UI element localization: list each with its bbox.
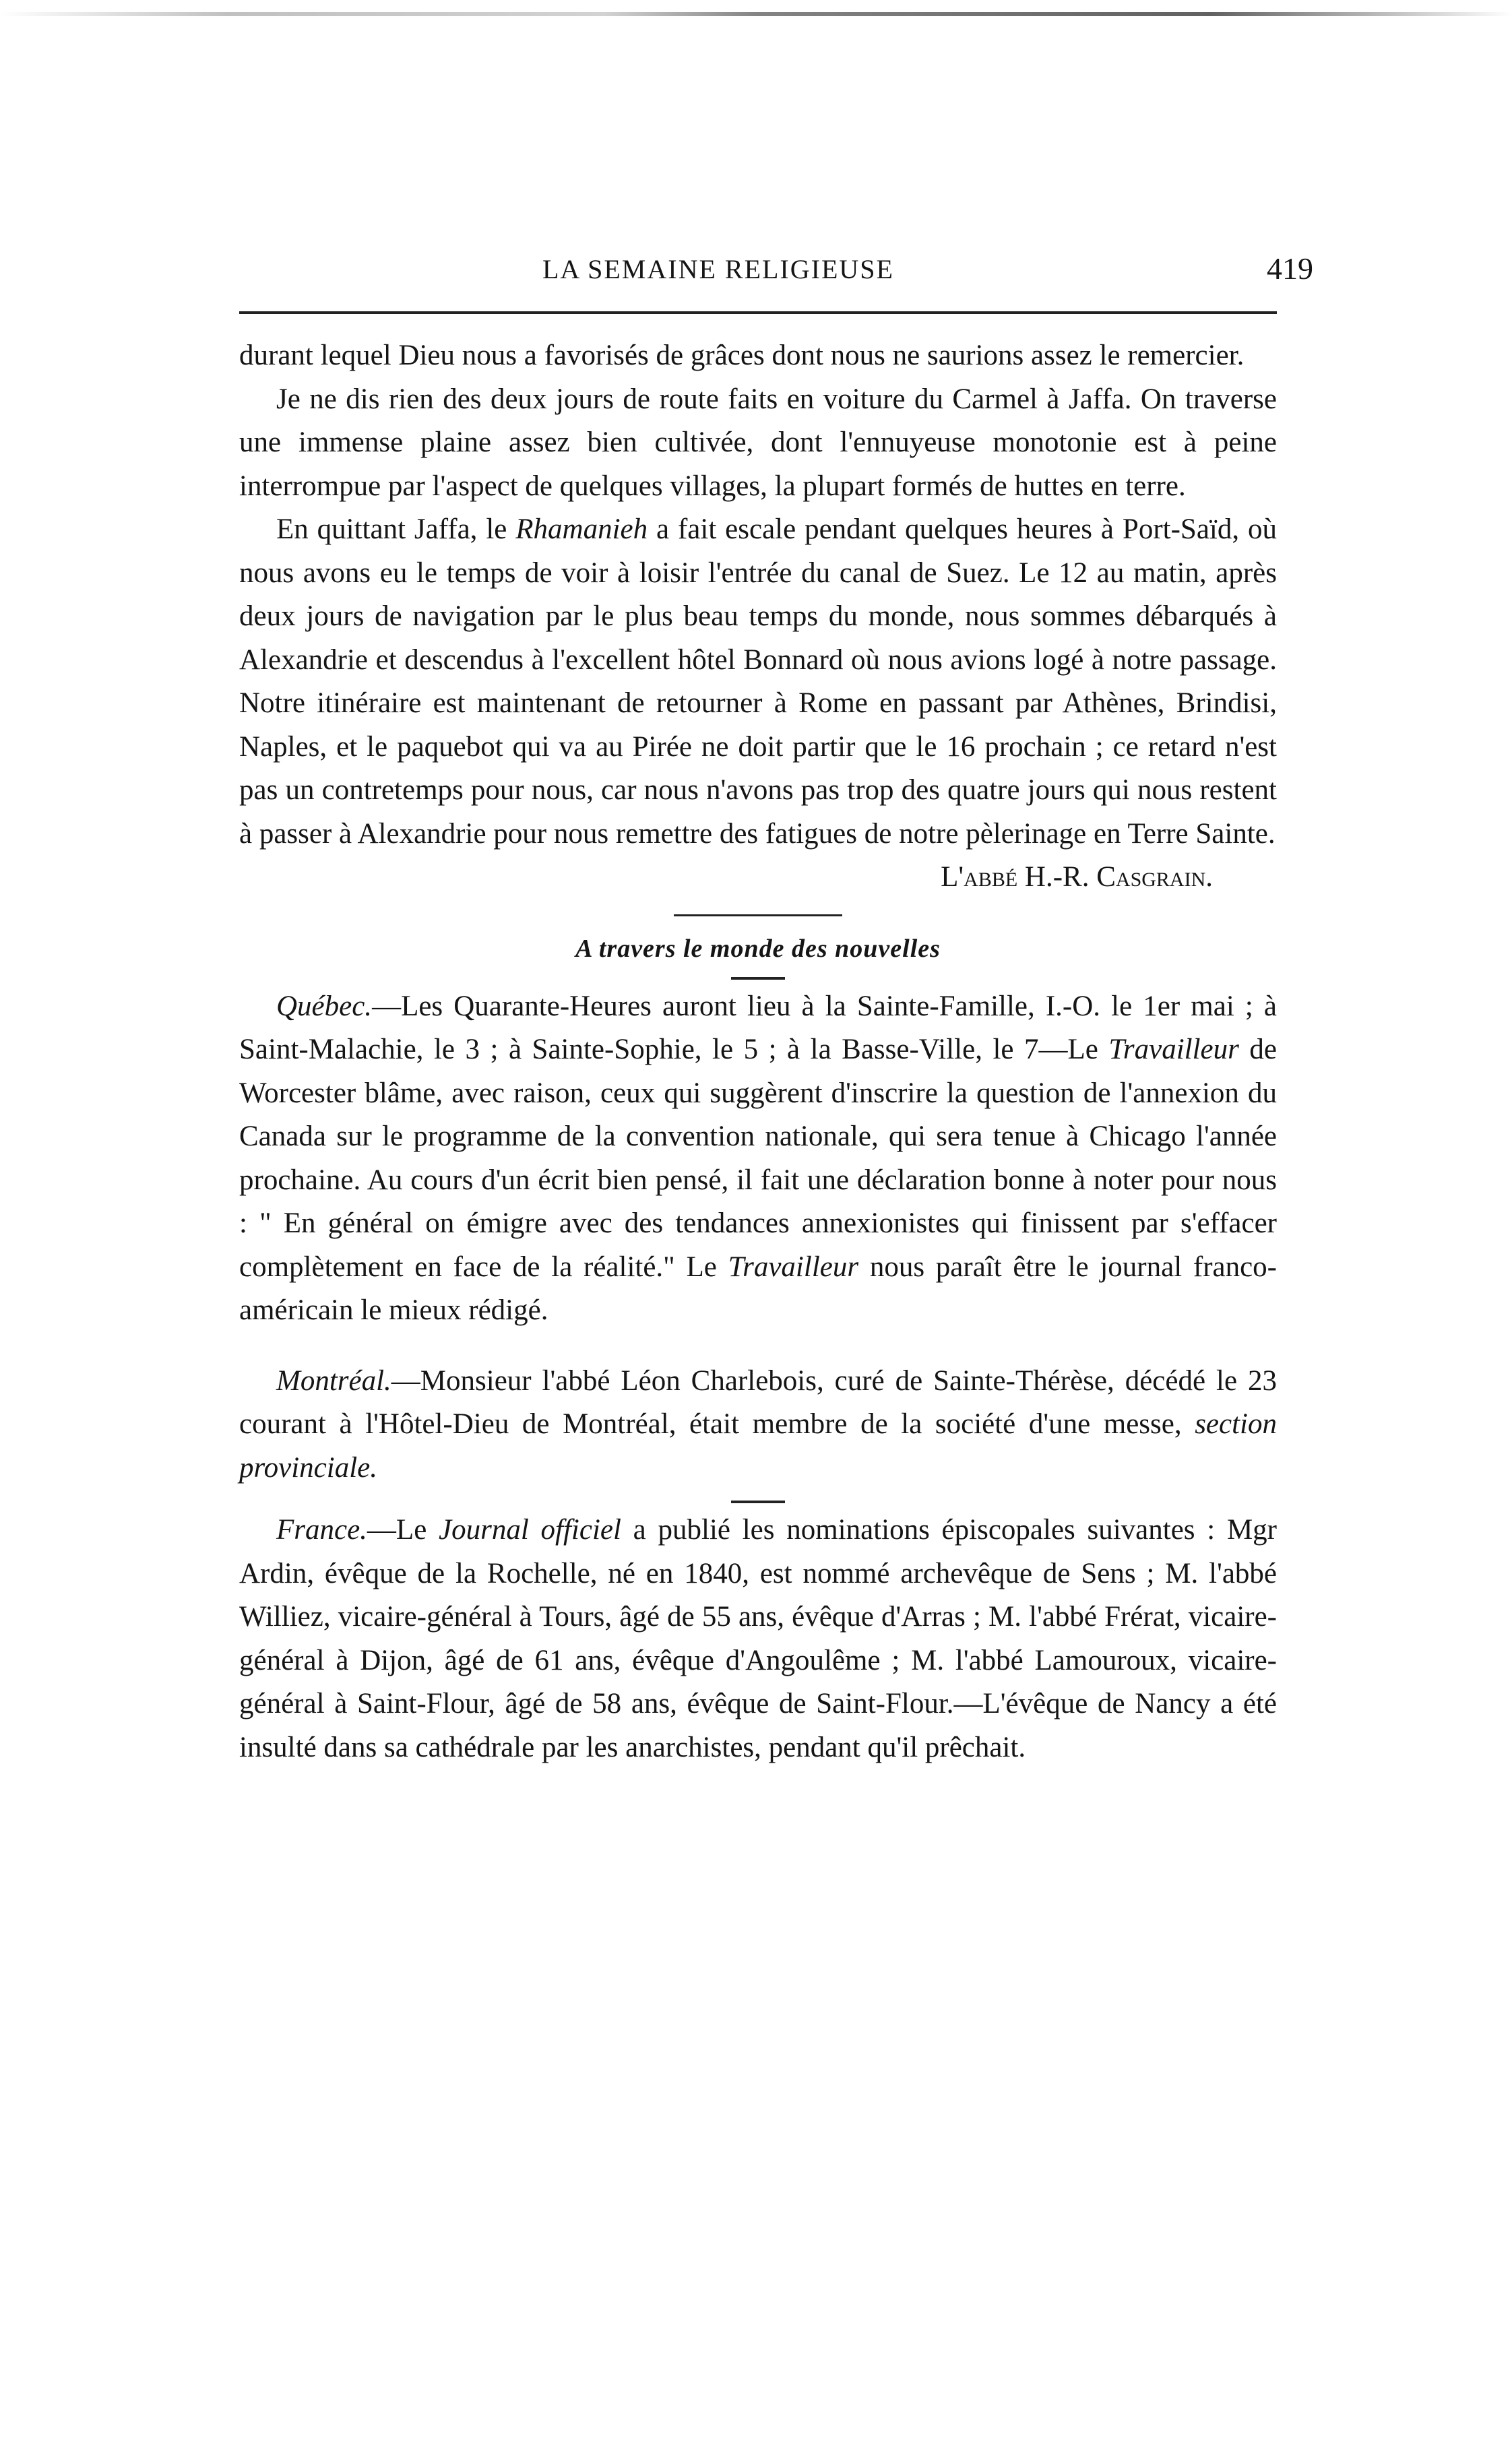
page-number: 419 xyxy=(1267,251,1313,286)
ship-name: Rhamanieh xyxy=(515,513,648,545)
place-quebec: Québec. xyxy=(276,990,373,1022)
news-item-quebec: Québec.—Les Quarante-Heures auront lieu à la Sainte-Famille, I.-O. le 1er mai ; à Saint-Malachie, le 3 ; à Sainte-Sophie, le 5 ; à la Basse-Ville, le 7—Le Travailleur de Worcester blâme, avec raison, ceux qui suggèrent d'inscrire la question de l'annexion du Canada sur le programme de la convention nationale, qui sera tenue à Chicago l'année prochaine. Au cours d'un écrit bien pensé, il fait une déclaration bonne à noter pour nous : " En général on émigre avec des tendances annexionistes qui finissent par s'effacer complètement en face de la réalité." Le Travailleur nous paraît être le journal franco-américain le mieux rédigé. xyxy=(239,990,1277,1326)
signature: L'abbé H.-R. Casgrain. xyxy=(941,861,1213,893)
running-title: LA SEMAINE RELIGIEUSE xyxy=(542,254,894,284)
place-montreal: Montréal. xyxy=(276,1364,391,1397)
item-dash xyxy=(731,1501,785,1503)
header-rule xyxy=(239,311,1277,314)
place-france: France. xyxy=(276,1514,367,1546)
news-item-montreal: Montréal.—Monsieur l'abbé Léon Charlebois, curé de Sainte-Thérèse, décédé le 23 courant à l'Hôtel-Dieu de Montréal, était membre de la société d'une messe, section provinciale. xyxy=(239,1364,1277,1484)
section-separator xyxy=(674,914,842,916)
letter-paragraph-1: durant lequel Dieu nous a favorisés de grâces dont nous ne saurions assez le remercier. xyxy=(239,340,1245,371)
spacer xyxy=(239,1333,1277,1360)
letter-paragraph-2: Je ne dis rien des deux jours de route faits en voiture du Carmel à Jaffa. On traverse une immense plaine assez bien cultivée, dont l'ennuyeuse monotonie est à peine interrompue par l'aspect de quelques villages, la plupart formés de huttes en terre. xyxy=(239,383,1277,502)
letter-paragraph-3: En quittant Jaffa, le Rhamanieh a fait escale pendant quelques heures à Port-Saïd, où nous avons eu le temps de voir à loisir l'entrée du canal de Suez. Le 12 au matin, après deux jours de navigation par le plus beau temps du monde, nous sommes débarqués à Alexandrie et descendus à l'excellent hôtel Bonnard où nous avions logé à notre passage. Notre itinéraire est maintenant de retourner à Rome en passant par Athènes, Brindisi, Naples, et le paquebot qui va au Pirée ne doit partir que le 16 prochain ; ce retard n'est pas un contretemps pour nous, car nous n'avons pas trop des quatre jours qui nous restent à passer à Alexandrie pour nous remettre des fatigues de notre pèlerinage en Terre Sainte. xyxy=(239,513,1277,850)
text-column xyxy=(239,334,1277,1769)
news-item-france: France.—Le Journal officiel a publié les nominations épiscopales suivantes : Mgr Ardin, évêque de la Rochelle, né en 1840, est nommé archevêque de Sens ; M. l'abbé Williez, vicaire-général à Tours, âgé de 55 ans, évêque d'Arras ; M. l'abbé Frérat, vicaire-général à Dijon, âgé de 61 ans, évêque d'Angoulême ; M. l'abbé Lamouroux, vicaire-général à Saint-Flour, âgé de 58 ans, évêque de Saint-Flour.—L'évêque de Nancy a été insulté dans sa cathédrale par les anarchistes, pendant qu'il prêchait. xyxy=(239,1514,1277,1763)
scan-edge-noise xyxy=(0,12,1512,16)
news-heading: A travers le monde des nouvelles xyxy=(575,934,941,963)
page-header xyxy=(239,251,1317,298)
heading-dash xyxy=(731,977,785,980)
